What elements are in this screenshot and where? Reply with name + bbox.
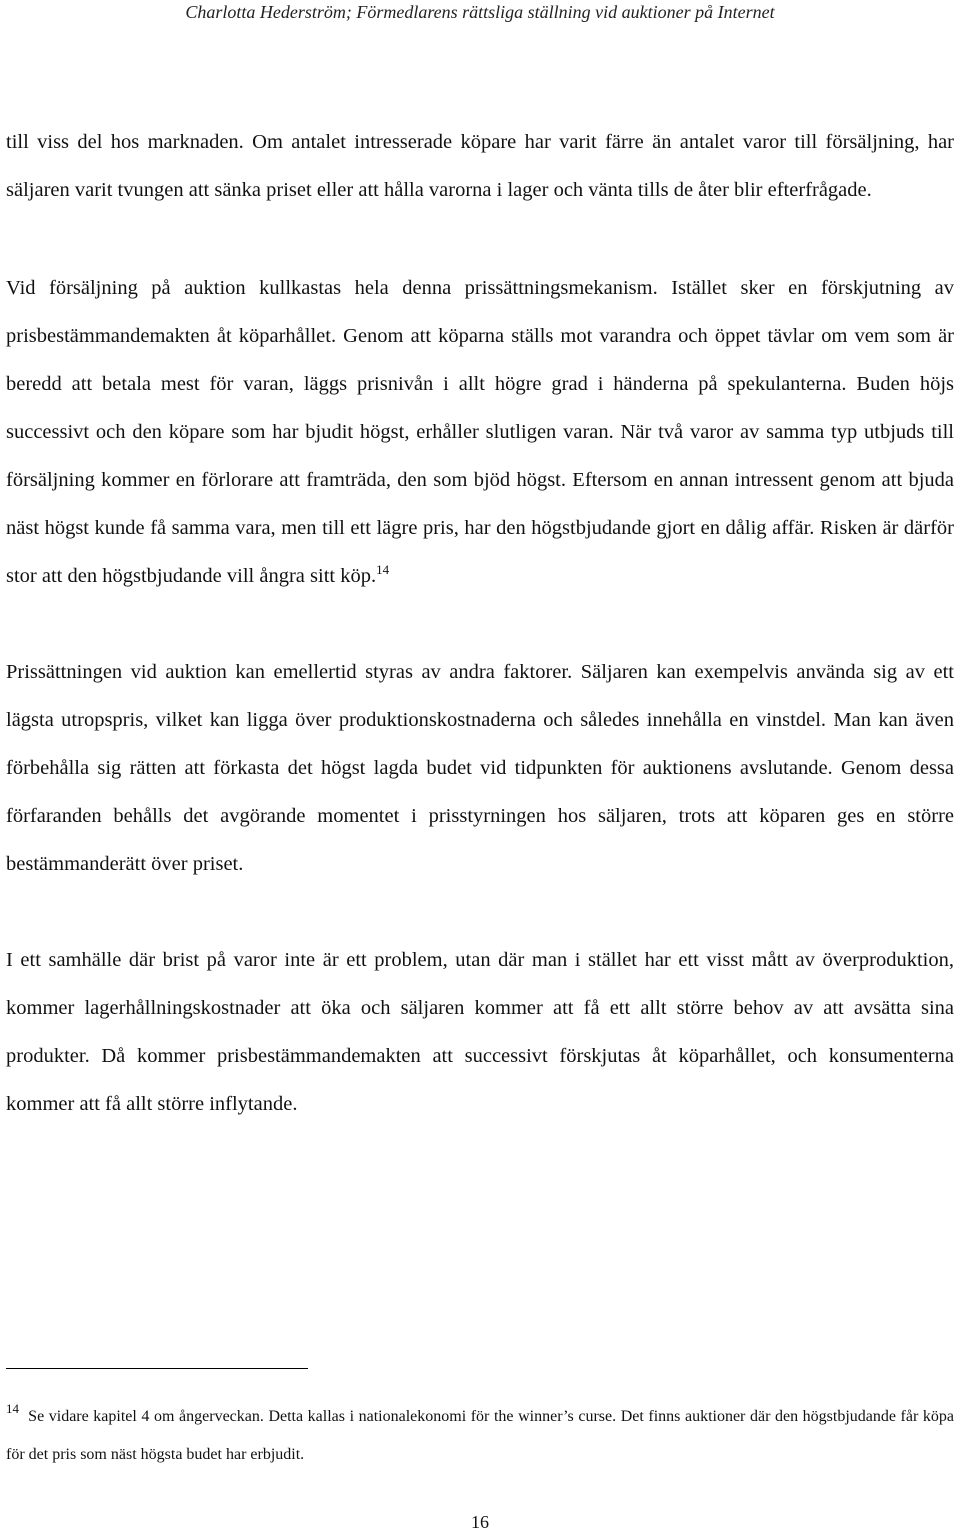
footnote [6,1398,954,1474]
footnote-reference: 14 [376,562,390,577]
running-header: Charlotta Hederström; Förmedlarens rättsliga ställning vid auktioner på Internet [185,2,775,22]
paragraph-4: I ett samhälle där brist på varor inte är ett problem, utan där man i stället har ett visst mått av överproduktion, kommer lagerhållningskostnader att öka och säljaren kommer att få ett allt större behov av att avsätta sina produkter. Då kommer prisbestämmandemakten att successivt förskjutas åt köparhållet, och konsumenterna kommer att få allt större inflytande. [6,949,954,1115]
paragraph-3: Prissättningen vid auktion kan emellertid styras av andra faktorer. Säljaren kan exempelvis använda sig av ett lägsta utropspris, vilket kan ligga över produktionskostnaderna och således innehålla en vinstdel. Man kan även förbehålla sig rätten att förkasta det högst lagda budet vid tidpunkten för auktionens avslutande. Genom dessa förfaranden behålls det avgörande momentet i prisstyrningen hos säljaren, trots att köparen ges en större bestämmanderätt över priset. [6,661,954,875]
footnote-text: Se vidare kapitel 4 om ångerveckan. Detta kallas i nationalekonomi för the winner’s curse. Det finns auktioner där den högstbjudande får köpa för det pris som näst högsta budet har erbjudit. [6,1408,955,1463]
page-number: 16 [471,1512,489,1532]
paragraph-2 [6,264,954,600]
footnote-number: 14 [6,1401,19,1416]
paragraph-1: till viss del hos marknaden. Om antalet intresserade köpare har varit färre än antalet varor till försäljning, har säljaren varit tvungen att sänka priset eller att hålla varorna i lager och vänta tills de åter blir efterfrågade. [6,131,954,201]
body-text [6,118,954,1128]
footnote-divider [6,1368,308,1369]
paragraph-2-text: Vid försäljning på auktion kullkastas hela denna prissättningsmekanism. Istället sker en förskjutning av prisbestämmandemakten åt köparhållet. Genom att köparna ställs mot varandra och öppet tävlar om vem som är beredd att betala mest för varan, läggs prisnivån i allt högre grad i händerna på spekulanterna. Buden höjs successivt och den köpare som har bjudit högst, erhåller slutligen varan. När två varor av samma typ utbjuds till försäljning kommer en förlorare att framträda, den som bjöd högst. Eftersom en annan intressent genom att bjuda näst högst kunde få samma vara, men till ett lägre pris, har den högstbjudande gjort en dålig affär. Risken är därför stor att den högstbjudande vill ångra sitt köp. [6,277,954,587]
